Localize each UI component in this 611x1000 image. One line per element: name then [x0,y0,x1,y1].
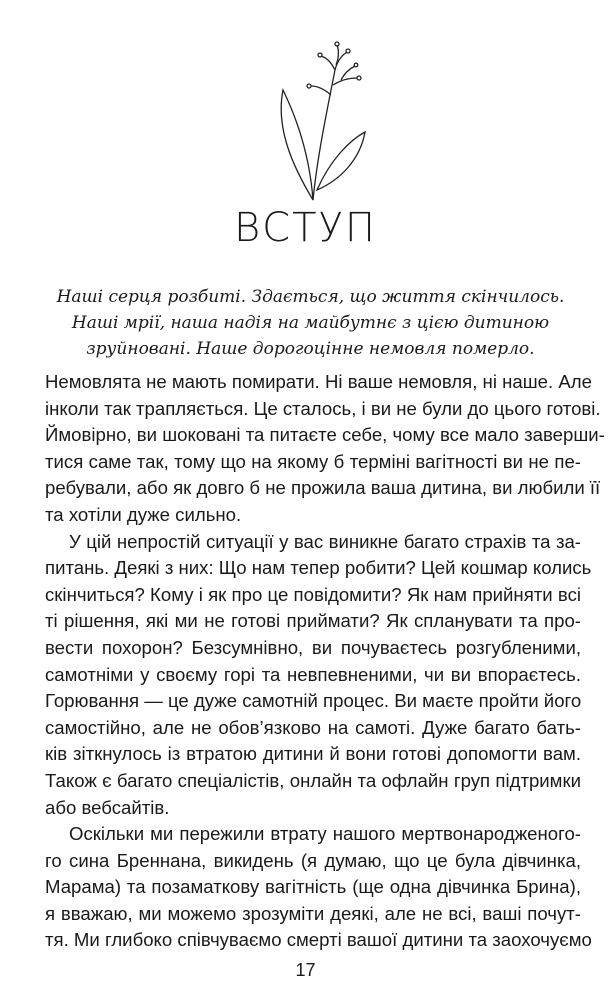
text-line: тися саме так, тому що на якому б терміні вагітності ви не пе- [45,450,581,472]
text-line: У цій непростій ситуації у вас виникне багато страхів та за- [69,530,581,552]
page-number: 17 [295,960,316,980]
plant-illustration-icon [255,40,385,205]
epigraph-line: Наші серця розбиті. Здається, що життя скінчилось. [56,287,565,307]
text-line: Немовлята не мають помирати. Ні ваше немовля, ні наше. Але [45,371,592,392]
text-line: Оскільки ми пережили втрату нашого мертвонародженого- [69,823,581,845]
text-line: ків зіткнулось із втратою дитини й вони готові допомогти вам. [45,743,581,765]
epigraph-line: Наші мрії, наша надія на майбутнє з цією дитиною [71,313,550,333]
text-line: Також є багато спеціалістів, онлайн та офлайн груп підтримки [45,769,581,791]
text-line: питань. Деякі з них: Що нам тепер робити? Цей кошмар колись [45,557,592,579]
text-line: Ймовірно, ви шоковані та питаєте себе, чому все мало заверши- [45,424,605,446]
epigraph-line: зруйновані. Наше дорогоцінне немовля померло. [86,339,535,359]
body-text [45,369,605,954]
chapter-title: ВСТУП [233,205,377,251]
text-line: ребували, або як довго б не прожила ваша дитина, ви любили її [45,477,601,499]
text-line: го сина Бреннана, викидень (я думаю, що це була дівчинка, [45,849,581,871]
text-line: тя. Ми глибоко співчуваємо смерті вашої дитини та заохочуємо [45,929,592,951]
text-line: Горювання — це дуже самотній процес. Ви маєте пройти його [45,690,582,712]
text-line: скінчиться? Кому і як про це повідомити? Як нам прийняти всі [45,583,581,605]
text-line: самотніми у своєму горі та невпевненими, чи ви впораєтесь. [45,663,581,685]
text-line: я вважаю, ми можемо зрозуміти деякі, але не всі, ваші почут- [45,902,581,924]
text-line: та хотіли дуже сильно. [45,503,242,525]
text-line: інколи так трапляється. Це сталось, і ви не були до цього готові. [45,397,601,419]
text-line: вести похорон? Безсумнівно, ви почуваєтесь розгубленими, [45,636,581,658]
text-line: самостійно, але не обов’язково на самоті. Дуже багато бать- [45,716,581,738]
epigraph [40,284,581,362]
text-line: ті рішення, які ми не готові приймати? Як спланувати та про- [45,610,581,632]
text-line: або вебсайтів. [45,796,170,818]
text-line: Марама) та позаматкову вагітність (ще одна дівчинка Брина), [45,876,581,898]
